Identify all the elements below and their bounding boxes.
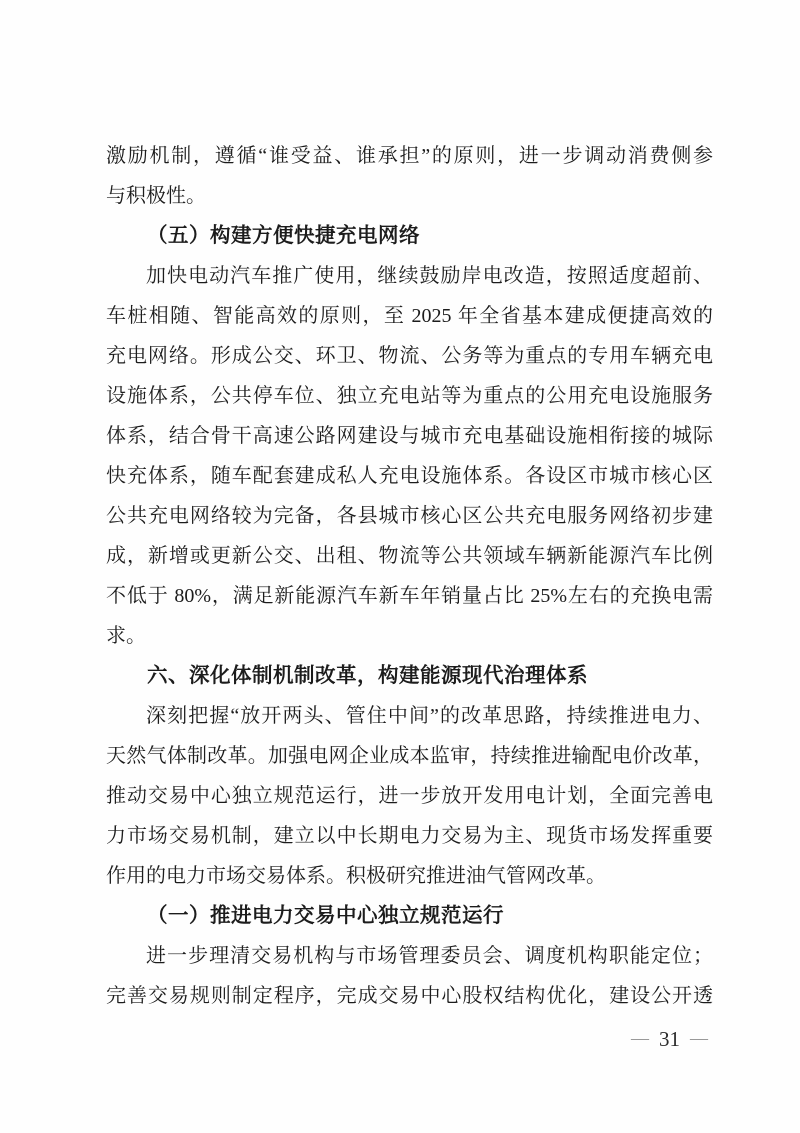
body-line: 激励机制，遵循“谁受益、谁承担”的原则，进一步调动消费侧参 bbox=[106, 145, 713, 167]
chapter-heading: 六、深化体制机制改革，构建能源现代治理体系 bbox=[147, 664, 588, 687]
footer-dash-left: — bbox=[631, 1028, 649, 1048]
body-line: 推动交易中心独立规范运行，进一步放开发用电计划，全面完善电 bbox=[106, 785, 713, 807]
subsection-heading: （五）构建方便快捷充电网络 bbox=[147, 224, 420, 247]
body-line: 公共充电网络较为完备，各县城市核心区公共充电服务网络初步建 bbox=[106, 505, 713, 527]
body-line: 体系，结合骨干高速公路网建设与城市充电基础设施相衔接的城际 bbox=[106, 425, 713, 447]
body-line: 快充体系，随车配套建成私人充电设施体系。各设区市城市核心区 bbox=[106, 465, 713, 487]
page-footer bbox=[631, 1025, 708, 1053]
page-number: 31 bbox=[659, 1027, 680, 1051]
body-line: 完善交易规则制定程序，完成交易中心股权结构优化，建设公开透 bbox=[106, 985, 713, 1007]
body-line: 力市场交易机制，建立以中长期电力交易为主、现货市场发挥重要 bbox=[106, 825, 713, 847]
document-body bbox=[106, 136, 713, 1016]
body-line: 成，新增或更新公交、出租、物流等公共领域车辆新能源汽车比例 bbox=[106, 545, 713, 567]
body-line: 不低于 80%，满足新能源汽车新车年销量占比 25%左右的充换电需 bbox=[106, 585, 713, 607]
body-line: 进一步理清交易机构与市场管理委员会、调度机构职能定位； bbox=[146, 945, 713, 967]
subsection-heading: （一）推进电力交易中心独立规范运行 bbox=[147, 904, 504, 927]
body-line: 车桩相随、智能高效的原则，至 2025 年全省基本建成便捷高效的 bbox=[106, 305, 713, 327]
body-line: 求。 bbox=[106, 625, 146, 647]
footer-dash-right: — bbox=[690, 1028, 708, 1048]
body-line: 天然气体制改革。加强电网企业成本监审，持续推进输配电价改革， bbox=[106, 745, 713, 767]
body-line: 充电网络。形成公交、环卫、物流、公务等为重点的专用车辆充电 bbox=[106, 345, 713, 367]
body-line: 加快电动汽车推广使用，继续鼓励岸电改造，按照适度超前、 bbox=[146, 265, 713, 287]
body-line: 作用的电力市场交易体系。积极研究推进油气管网改革。 bbox=[106, 865, 606, 887]
body-line: 深刻把握“放开两头、管住中间”的改革思路，持续推进电力、 bbox=[146, 705, 713, 727]
body-line: 与积极性。 bbox=[106, 185, 206, 207]
body-line: 设施体系，公共停车位、独立充电站等为重点的公用充电设施服务 bbox=[106, 385, 713, 407]
